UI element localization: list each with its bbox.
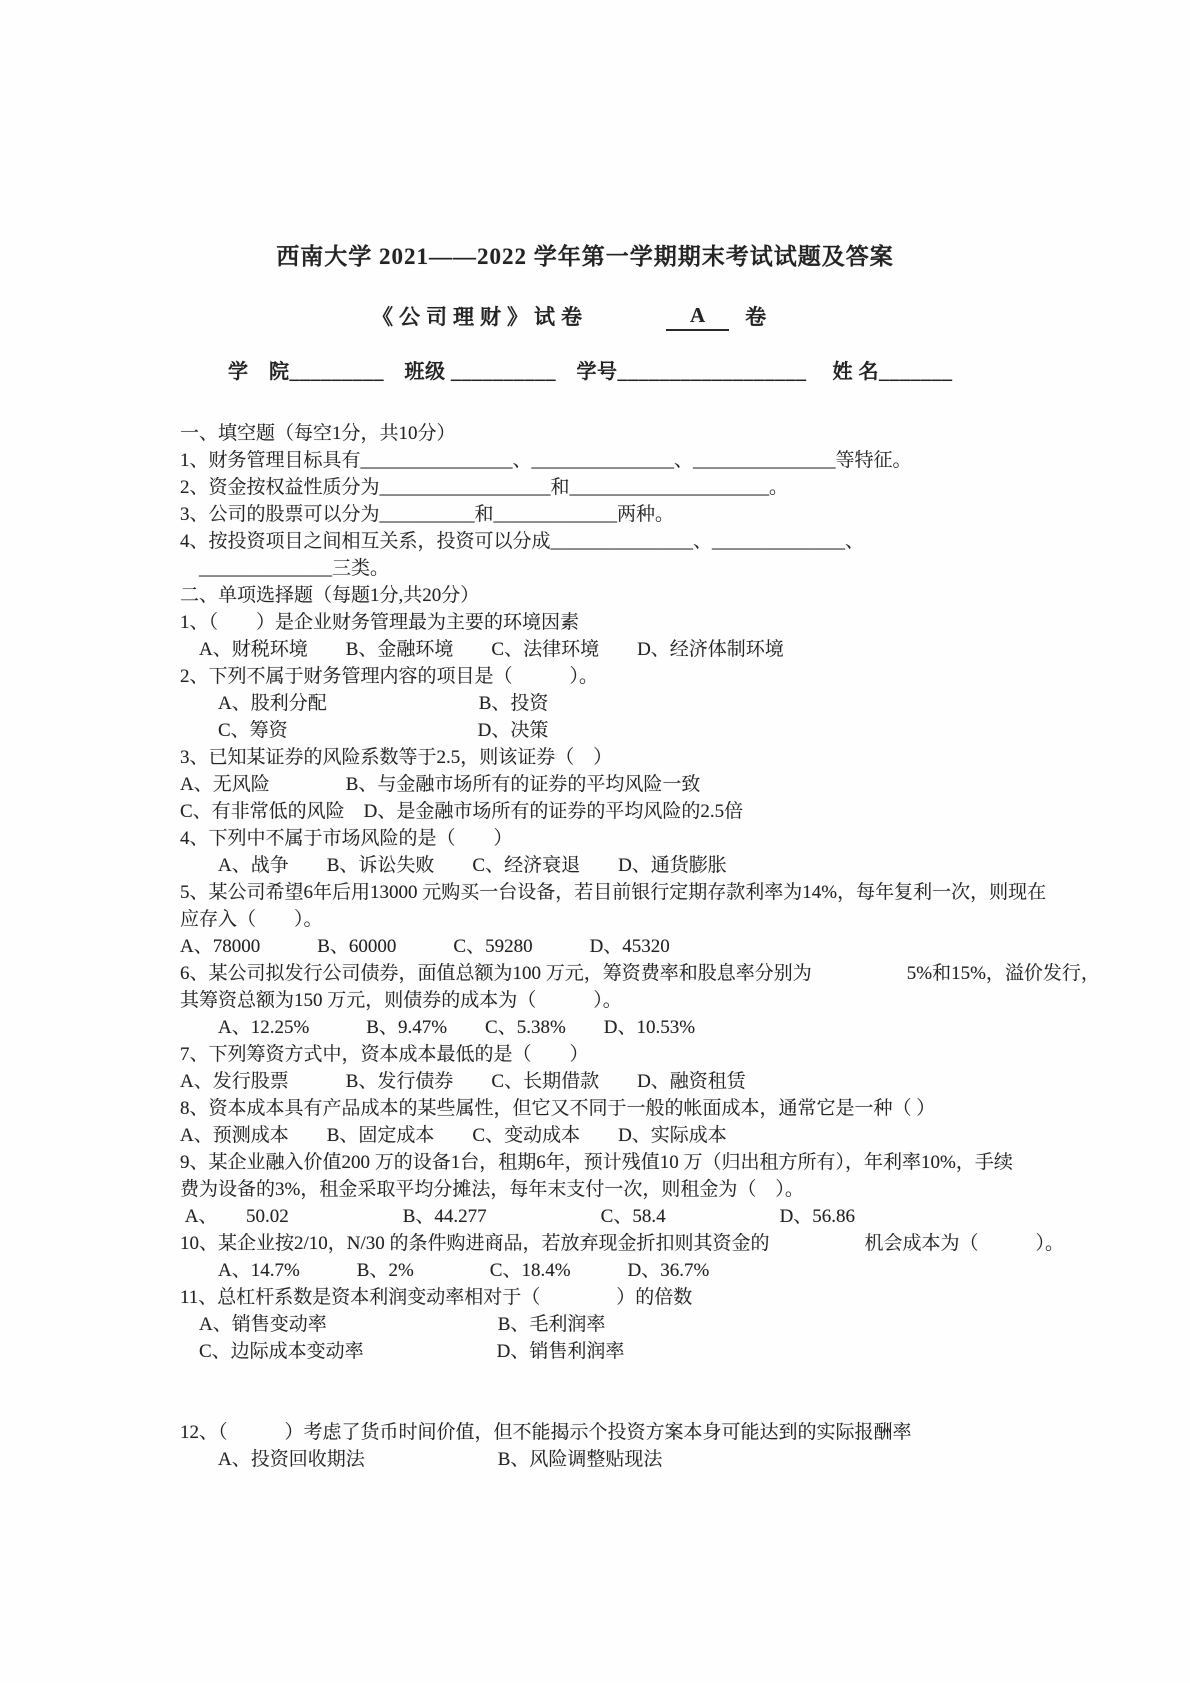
text-line: 1、（ ）是企业财务管理最为主要的环境因素 (180, 612, 580, 633)
page-content (180, 238, 1165, 1473)
text-line: 费为设备的3%，租金采取平均分摊法，每年末支付一次，则租金为（ ）。 (180, 1179, 804, 1200)
exam-body (180, 420, 1165, 1473)
section-1 (180, 420, 1165, 582)
text-line: 1、财务管理目标具有________________、_______________、_______________等特征。 (180, 450, 912, 471)
text-line: ______________三类。 (180, 558, 390, 579)
text-line: 4、按投资项目之间相互关系，投资可以分成_______________、______________、 (180, 531, 865, 552)
text-line: C、有非常低的风险 D、是金融市场所有的证券的平均风险的2.5倍 (180, 801, 744, 822)
text-line: 3、已知某证券的风险系数等于2.5，则该证券（ ） (180, 747, 613, 768)
text-line: A、12.25% B、9.47% C、5.38% D、10.53% (180, 1017, 696, 1038)
text-line: A、战争 B、诉讼失败 C、经济衰退 D、通货膨胀 (180, 855, 727, 876)
text-line: A、发行股票 B、发行债券 C、长期借款 D、融资租赁 (180, 1071, 746, 1092)
text-line: 5、某公司希望6年后用13000 元购买一台设备，若目前银行定期存款利率为14%，每年复利一次，则现在 (180, 882, 1047, 903)
text-line: 8、资本成本具有产品成本的某些属性，但它又不同于一般的帐面成本，通常它是一种（ ） (180, 1098, 936, 1119)
section-heading: 二、单项选择题（每题1分,共20分） (180, 585, 480, 606)
text-line: 9、某企业融入价值200 万的设备1台，租期6年，预计残值10 万（归出租方所有），年利率10%，手续 (180, 1152, 1013, 1173)
text-line: A、投资回收期法 B、风险调整贴现法 (180, 1449, 663, 1470)
paper-subtitle-row (372, 301, 1165, 331)
text-line: C、筹资 D、决策 (180, 720, 549, 741)
variant-letter: A (666, 303, 729, 331)
text-line: 3、公司的股票可以分为__________和_____________两种。 (180, 504, 675, 525)
text-line: 4、下列中不属于市场风险的是（ ） (180, 828, 513, 849)
text-line: 2、资金按权益性质分为__________________和_____________________。 (180, 477, 789, 498)
text-line: A、股利分配 B、投资 (180, 693, 549, 714)
section-heading: 一、填空题（每空1分，共10分） (180, 423, 456, 444)
text-line: 应存入（ ）。 (180, 909, 323, 930)
blank-line (180, 1365, 1165, 1392)
text-line: C、边际成本变动率 D、销售利润率 (180, 1341, 625, 1362)
section-2 (180, 582, 1165, 1473)
student-info-row: 学 院_________ 班级 __________ 学号__________________ 姓 名_______ (228, 361, 953, 383)
text-line: 11、总杠杆系数是资本利润变动率相对于（ ）的倍数 (180, 1287, 693, 1308)
text-line: A、78000 B、60000 C、59280 D、45320 (180, 936, 670, 957)
text-line: A、财税环境 B、金融环境 C、法律环境 D、经济体制环境 (180, 639, 784, 660)
paper-name: 《公司理财》试卷 (372, 305, 588, 329)
text-line: A、无风险 B、与金融市场所有的证券的平均风险一致 (180, 774, 701, 795)
text-line: 其筹资总额为150 万元，则债券的成本为（ ）。 (180, 990, 622, 1011)
text-line: 2、下列不属于财务管理内容的项目是（ ）。 (180, 666, 599, 687)
text-line: 7、下列筹资方式中，资本成本最低的是（ ） (180, 1044, 589, 1065)
variant-suffix: 卷 (745, 305, 767, 329)
page-title: 西南大学 2021——2022 学年第一学期期末考试试题及答案 (276, 244, 894, 269)
text-line: A、预测成本 B、固定成本 C、变动成本 D、实际成本 (180, 1125, 727, 1146)
text-line: A、 50.02 B、44.277 C、58.4 D、56.86 (180, 1206, 856, 1227)
text-line: A、销售变动率 B、毛利润率 (180, 1314, 606, 1335)
text-line: 6、某公司拟发行公司债券，面值总额为100 万元，筹资费率和股息率分别为 5%和15%，溢价发行， (180, 963, 1100, 984)
text-line: 12、（ ）考虑了货币时间价值，但不能揭示个投资方案本身可能达到的实际报酬率 (180, 1422, 912, 1443)
blank-line (180, 1392, 1165, 1419)
text-line: 10、某企业按2/10，N/30 的条件购进商品，若放弃现金折扣则其资金的 机会成本为（ ）。 (180, 1233, 1065, 1254)
text-line: A、14.7% B、2% C、18.4% D、36.7% (180, 1260, 710, 1281)
